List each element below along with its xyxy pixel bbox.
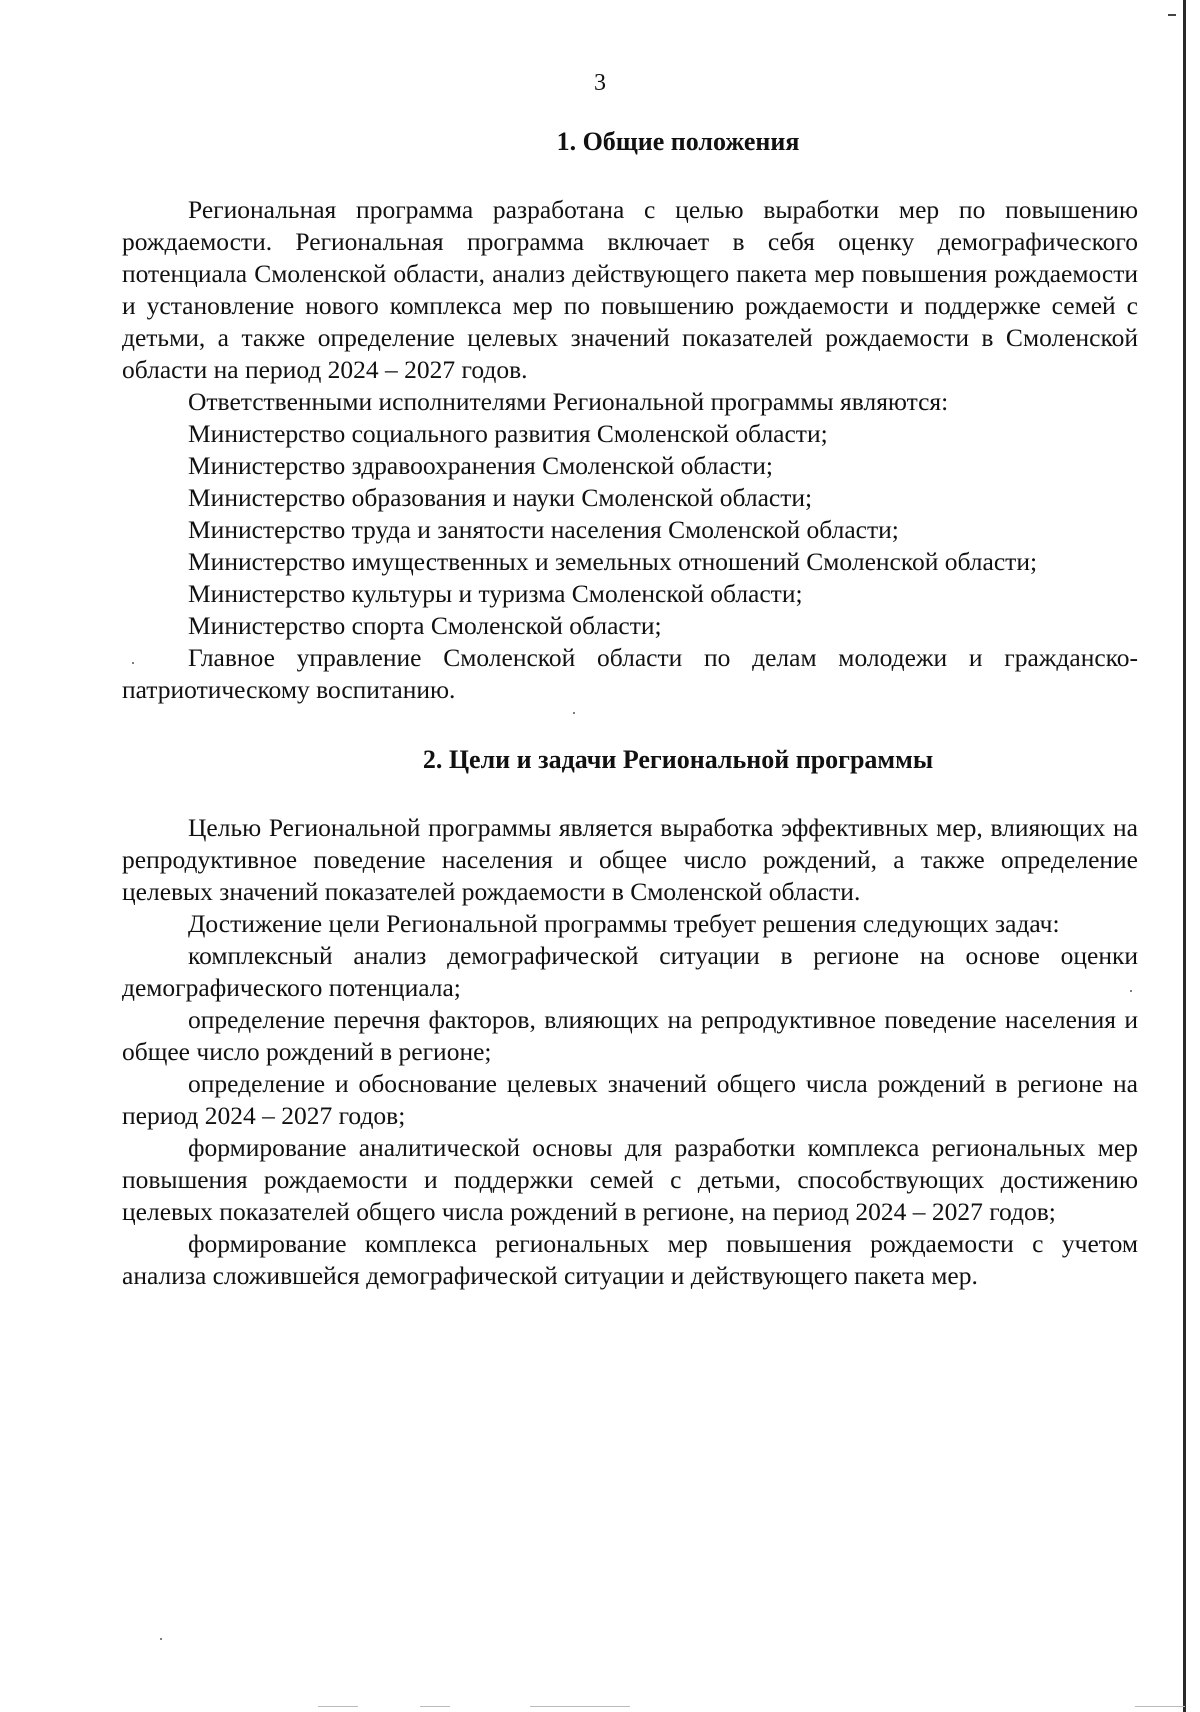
task-item: определение и обоснование целевых значений общего числа рождений в регионе на период 2024 – 2027 годов;	[122, 1069, 1138, 1130]
section-1-title: 1. Общие положения	[556, 127, 800, 156]
executors-intro: Ответственными исполнителями Региональной программы являются:	[188, 387, 949, 416]
scan-speck	[160, 1638, 162, 1640]
document-body	[122, 126, 1138, 1292]
executor-item: Министерство труда и занятости населения Смоленской области;	[188, 515, 899, 544]
task-item: формирование аналитической основы для разработки комплекса региональных мер повышения рождаемости и поддержки семей с детьми, способствующих достижению целевых показателей общего числа рождений в регионе, на период 2024 – 2027 годов;	[122, 1133, 1138, 1226]
task-item: определение перечня факторов, влияющих на репродуктивное поведение населения и общее число рождений в регионе;	[122, 1005, 1138, 1066]
section-2-title: 2. Цели и задачи Региональной программы	[422, 745, 934, 774]
executor-item: Министерство спорта Смоленской области;	[188, 611, 662, 640]
executor-item-last: Главное управление Смоленской области по делам молодежи и гражданско-патриотическому воспитанию.	[122, 643, 1138, 704]
scan-edge-line	[1183, 0, 1186, 1712]
page-number: 3	[594, 70, 606, 96]
executor-item: Министерство здравоохранения Смоленской области;	[188, 451, 773, 480]
executor-item: Министерство социального развития Смоленской области;	[188, 419, 828, 448]
goal-paragraph: Целью Региональной программы является выработка эффективных мер, влияющих на репродуктивное поведение населения и общее число рождений, а также определение целевых значений показателей рождаемости в Смоленской области.	[122, 813, 1138, 906]
section-1-paragraph: Региональная программа разработана с целью выработки мер по повышению рождаемости. Региональная программа включает в себя оценку демографического потенциала Смоленской области, анализ действующего пакета мер повышения рождаемости и установление нового комплекса мер по повышению рождаемости и поддержке семей с детьми, а также определение целевых значений показателей рождаемости в Смоленской области на период 2024 – 2027 годов.	[122, 195, 1138, 384]
scan-dash	[420, 1706, 450, 1707]
scan-speck	[132, 662, 134, 664]
task-item: комплексный анализ демографической ситуации в регионе на основе оценки демографического потенциала;	[122, 941, 1138, 1002]
executor-item: Министерство образования и науки Смоленской области;	[188, 483, 813, 512]
tasks-intro: Достижение цели Региональной программы требует решения следующих задач:	[188, 909, 1060, 938]
executor-item: Министерство имущественных и земельных отношений Смоленской области;	[188, 547, 1038, 576]
executor-item: Министерство культуры и туризма Смоленской области;	[188, 579, 803, 608]
scan-dash	[318, 1706, 358, 1707]
scan-dash	[1135, 1706, 1185, 1707]
task-item: формирование комплекса региональных мер повышения рождаемости с учетом анализа сложившейся демографической ситуации и действующего пакета мер.	[122, 1229, 1138, 1290]
scan-dash	[530, 1706, 630, 1707]
scan-speck	[573, 712, 575, 714]
scan-edge-tick	[1168, 14, 1176, 16]
scan-speck	[1130, 990, 1132, 992]
